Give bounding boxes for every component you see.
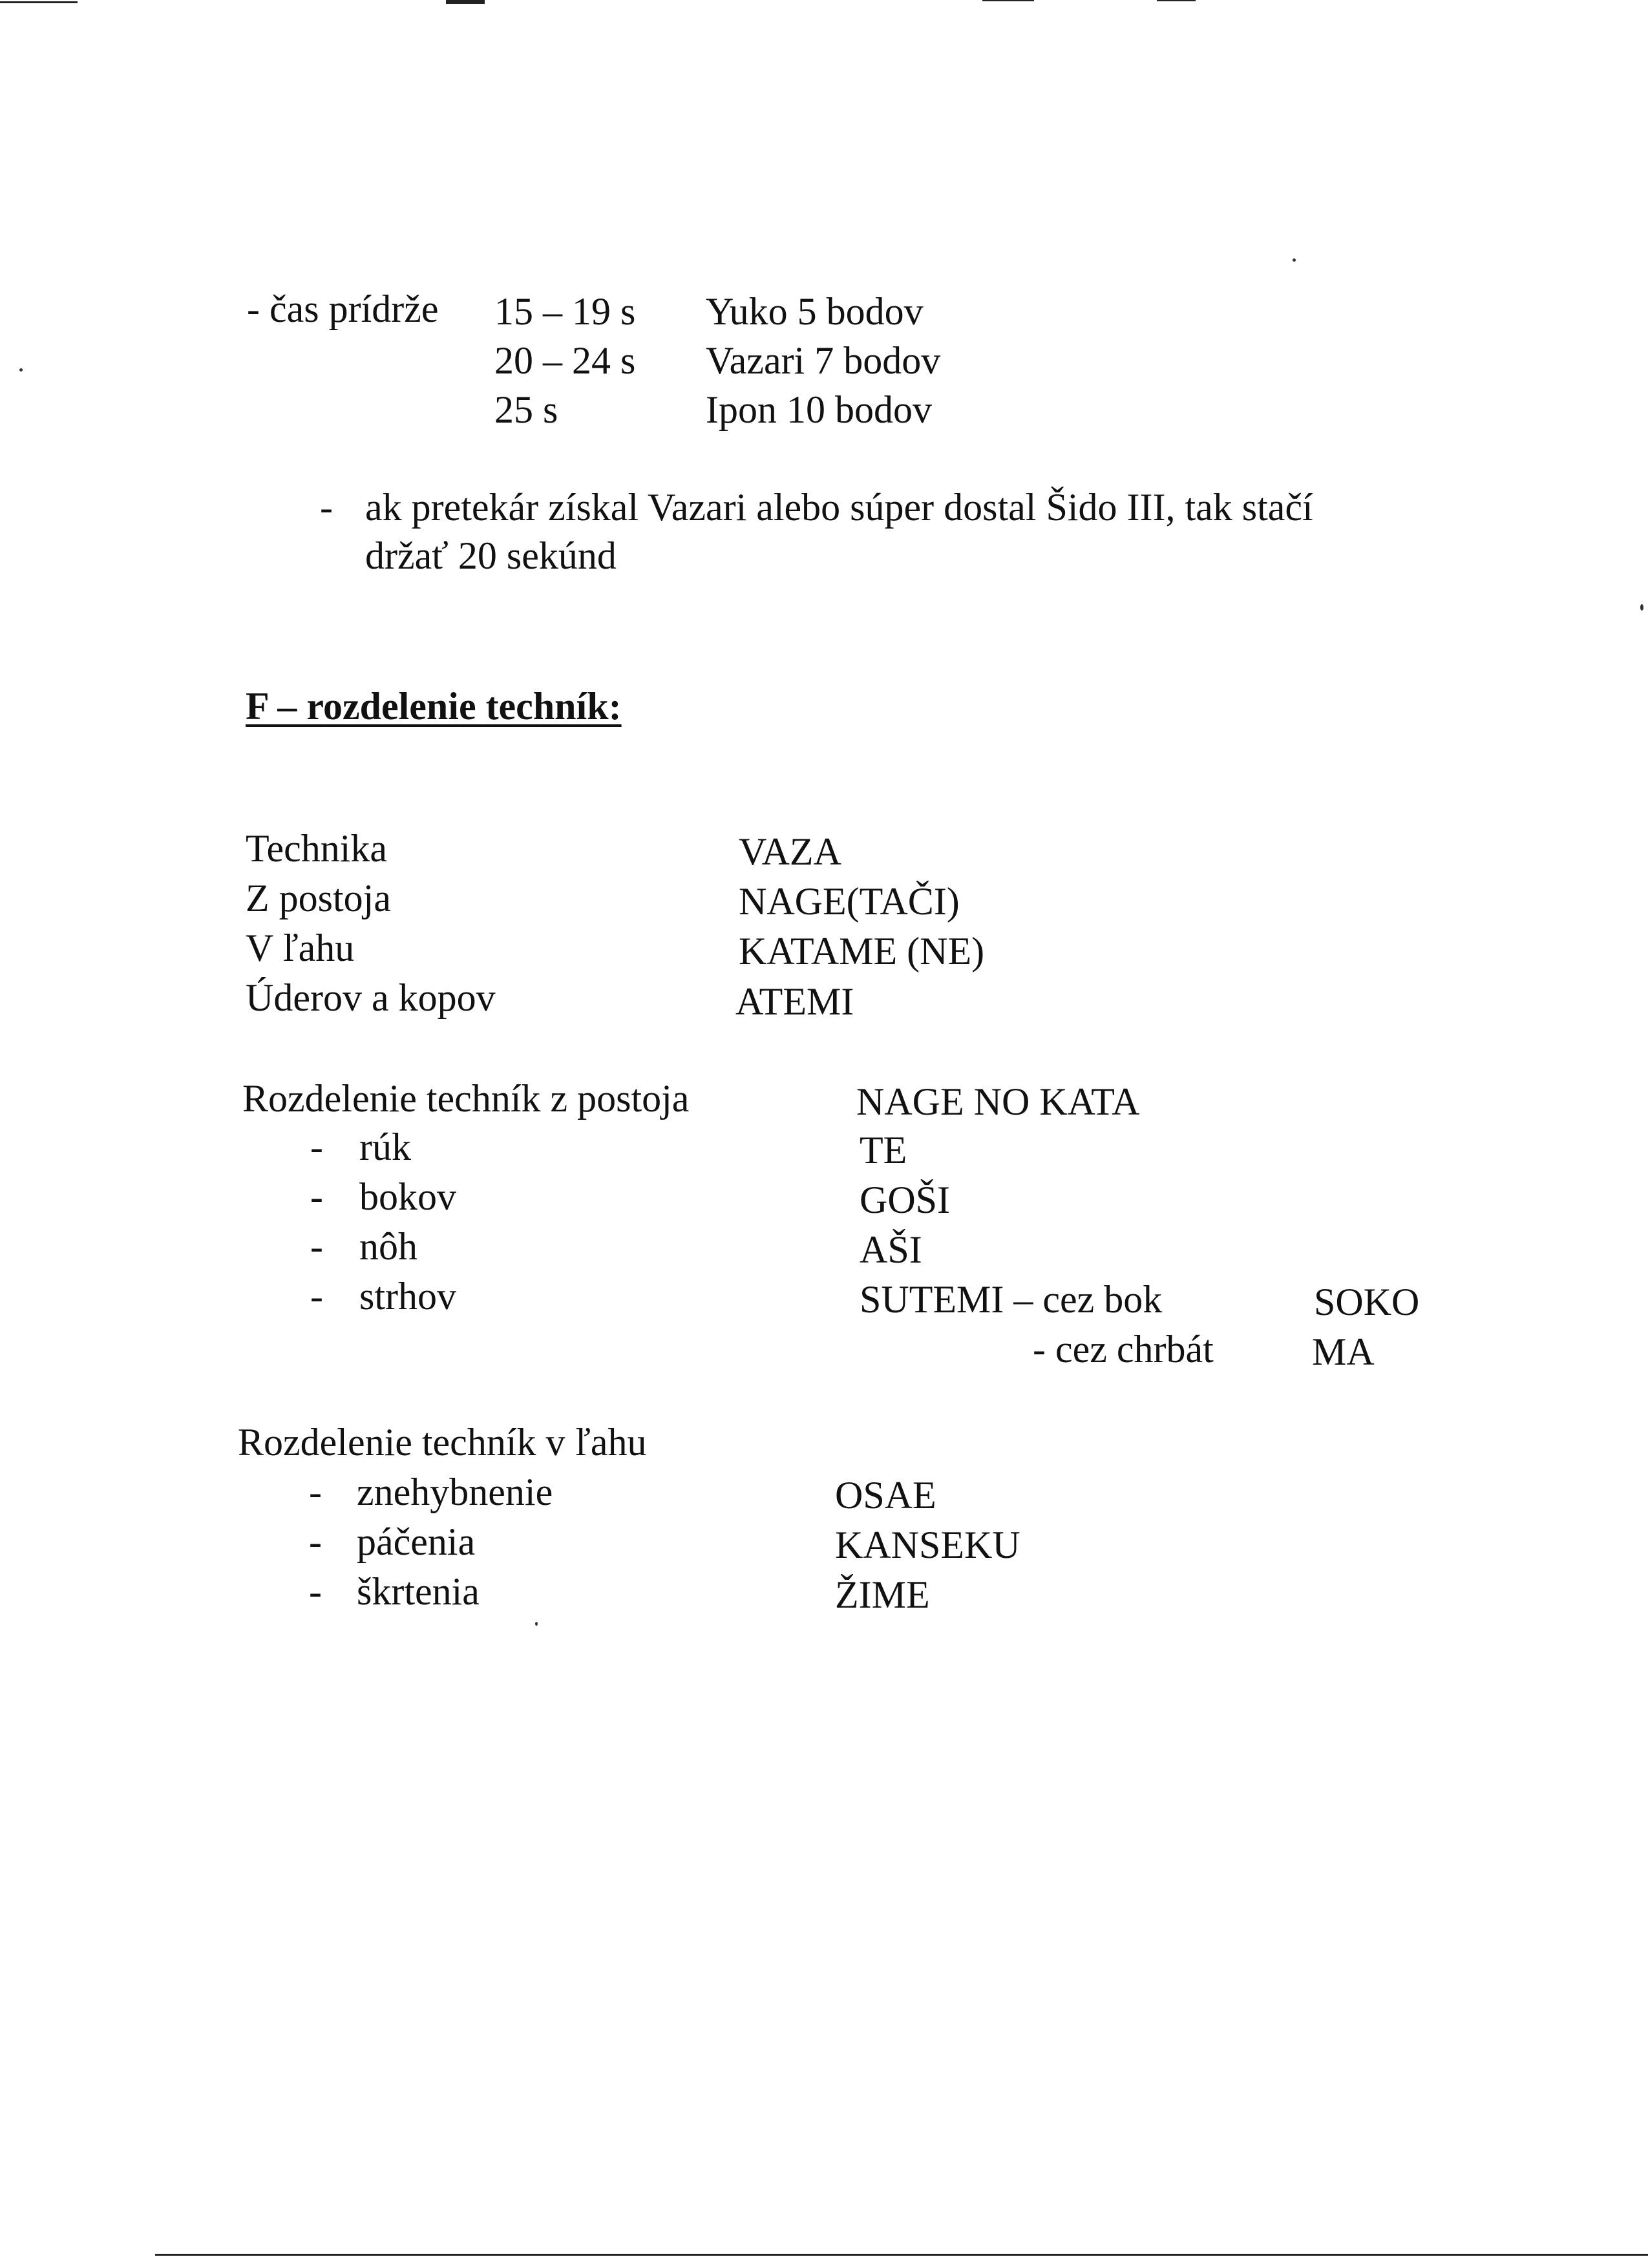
standing-item-3-value: AŠI bbox=[860, 1228, 922, 1271]
scan-edge-top-mark bbox=[446, 0, 485, 4]
hold-time-row-2-time: 20 – 24 s bbox=[494, 339, 636, 382]
note-dash: - bbox=[320, 486, 333, 529]
technique-row-4-left: Úderov a kopov bbox=[246, 976, 496, 1019]
scan-speck bbox=[19, 368, 23, 372]
technique-row-3-right: KATAME (NE) bbox=[739, 930, 985, 972]
scan-edge-top-left bbox=[0, 1, 78, 3]
standing-item-1-value: TE bbox=[860, 1129, 907, 1171]
standing-item-4-value: SUTEMI – cez bok bbox=[860, 1278, 1163, 1321]
technique-row-3-left: V ľahu bbox=[246, 927, 355, 969]
ground-item-1-dash: - bbox=[309, 1471, 322, 1513]
scan-speck bbox=[535, 1622, 538, 1626]
technique-row-4-right: ATEMI bbox=[735, 980, 854, 1023]
ground-item-1-value: OSAE bbox=[835, 1474, 936, 1517]
technique-row-1-left: Technika bbox=[246, 827, 388, 870]
section-heading: F – rozdelenie techník: bbox=[246, 685, 622, 728]
hold-time-row-3-score: Ipon 10 bodov bbox=[706, 388, 932, 431]
technique-row-2-right: NAGE(TAČI) bbox=[739, 880, 960, 923]
scan-edge-top-right-2 bbox=[1157, 0, 1196, 1]
ground-item-3-dash: - bbox=[309, 1570, 322, 1613]
hold-time-row-1-score: Yuko 5 bodov bbox=[706, 290, 924, 333]
standing-item-3-label: nôh bbox=[359, 1225, 417, 1268]
standing-item-1-dash: - bbox=[310, 1126, 323, 1168]
note-line-2: držať 20 sekúnd bbox=[365, 534, 617, 577]
ground-item-1-label: znehybnenie bbox=[357, 1471, 553, 1513]
hold-time-row-1-time: 15 – 19 s bbox=[494, 290, 636, 333]
technique-row-1-right: VAZA bbox=[739, 830, 841, 873]
scan-edge-top-right bbox=[982, 0, 1034, 1]
standing-title: Rozdelenie techník z postoja bbox=[242, 1077, 690, 1120]
ground-item-3-value: ŽIME bbox=[835, 1573, 930, 1616]
hold-time-row-2-score: Vazari 7 bodov bbox=[706, 339, 941, 382]
standing-item-2-label: bokov bbox=[359, 1175, 456, 1218]
scan-speck bbox=[1640, 604, 1643, 611]
standing-item-1-label: rúk bbox=[359, 1126, 411, 1168]
standing-sub-value: - cez chrbát bbox=[1033, 1328, 1214, 1370]
hold-time-row-3-time: 25 s bbox=[494, 388, 558, 431]
standing-item-4-dash: - bbox=[310, 1275, 323, 1318]
ground-item-2-dash: - bbox=[309, 1520, 322, 1563]
standing-item-4-extra: SOKO bbox=[1314, 1281, 1420, 1323]
standing-item-2-dash: - bbox=[310, 1175, 323, 1218]
standing-item-4-label: strhov bbox=[359, 1275, 456, 1318]
ground-item-2-label: páčenia bbox=[357, 1520, 476, 1563]
standing-sub-extra: MA bbox=[1312, 1330, 1375, 1373]
technique-row-2-left: Z postoja bbox=[246, 877, 391, 919]
standing-item-3-dash: - bbox=[310, 1225, 323, 1268]
scan-edge-bottom bbox=[155, 2254, 1648, 2256]
standing-title-value: NAGE NO KATA bbox=[856, 1080, 1140, 1123]
scan-speck bbox=[1293, 258, 1296, 262]
note-line-1: ak pretekár získal Vazari alebo súper dostal Šido III, tak stačí bbox=[365, 486, 1313, 529]
hold-time-label: - čas prídrže bbox=[247, 288, 439, 330]
standing-item-2-value: GOŠI bbox=[860, 1179, 951, 1221]
ground-item-3-label: škrtenia bbox=[357, 1570, 480, 1613]
ground-title: Rozdelenie techník v ľahu bbox=[238, 1421, 647, 1464]
ground-item-2-value: KANSEKU bbox=[835, 1524, 1020, 1566]
